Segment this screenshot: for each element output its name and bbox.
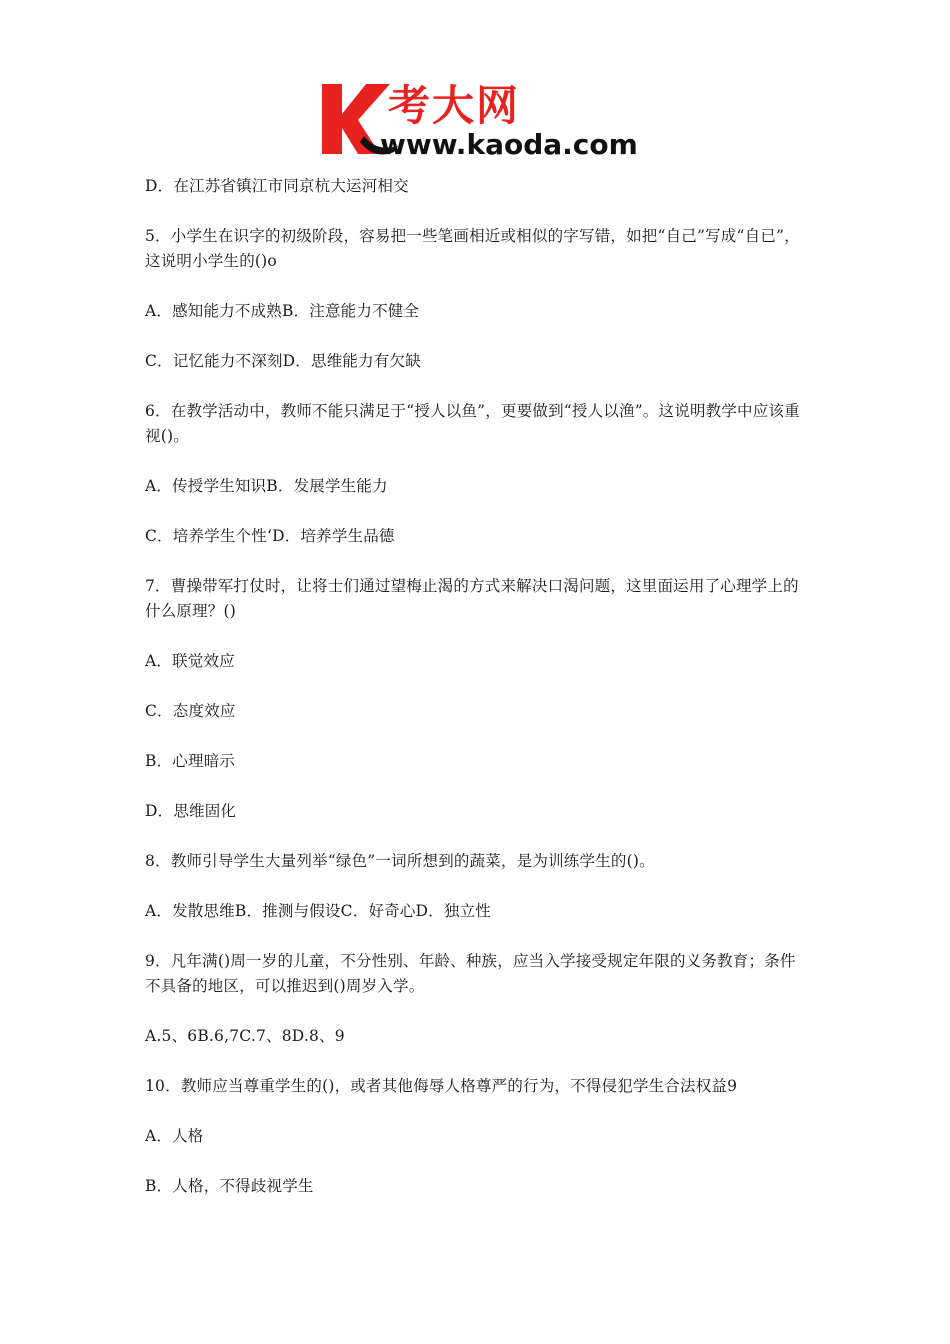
paragraph: A．感知能力不成熟B．注意能力不健全	[145, 302, 420, 320]
paragraph: 7．曹操带军打仗时，让将士们通过望梅止渴的方式来解决口渴问题，这里面运用了心理学上的什么原理？()	[145, 577, 799, 620]
logo-url: www.kaoda.com	[380, 128, 638, 160]
paragraph: D．思维固化	[145, 802, 237, 820]
paragraph: 10．教师应当尊重学生的()，或者其他侮辱人格尊严的行为，不得侵犯学生合法权益9	[145, 1077, 738, 1095]
paragraph: A．联觉效应	[145, 652, 235, 670]
paragraph: A．人格	[145, 1127, 204, 1145]
paragraph: B．心理暗示	[145, 752, 236, 770]
paragraph: A.5、6B.6,7C.7、8D.8、9	[145, 1027, 345, 1045]
kaoda-logo-mark	[318, 80, 640, 160]
paragraph: C．记忆能力不深刻D．思维能力有欠缺	[145, 352, 421, 370]
paragraph: C．培养学生个性‘D．培养学生品德	[145, 527, 395, 545]
paragraph: 9．凡年满()周一岁的儿童，不分性别、年龄、种族，应当入学接受规定年限的义务教育；条件不具备的地区，可以推迟到()周岁入学。	[145, 952, 796, 995]
paragraph: 6．在教学活动中，教师不能只满足于“授人以鱼”，更要做到“授人以渔”。这说明教学中应该重视()。	[145, 402, 800, 445]
paragraph: D．在江苏省镇江市同京杭大运河相交	[145, 177, 409, 195]
document-body	[145, 174, 810, 1224]
paragraph: 5．小学生在识字的初级阶段，容易把一些笔画相近或相似的字写错，如把“自己”写成“自已”，这说明小学生的()o	[145, 227, 800, 270]
paragraph: B．人格，不得歧视学生	[145, 1177, 314, 1195]
logo-name: 考大网	[388, 81, 521, 130]
paragraph: A．发散思维B．推测与假设C．好奇心D．独立性	[145, 902, 491, 920]
paragraph: A．传授学生知识B．发展学生能力	[145, 477, 388, 495]
kaoda-logo	[318, 80, 640, 160]
paragraph: 8．教师引导学生大量列举“绿色”一词所想到的蔬菜，是为训练学生的()。	[145, 852, 655, 870]
paragraph: C．态度效应	[145, 702, 236, 720]
